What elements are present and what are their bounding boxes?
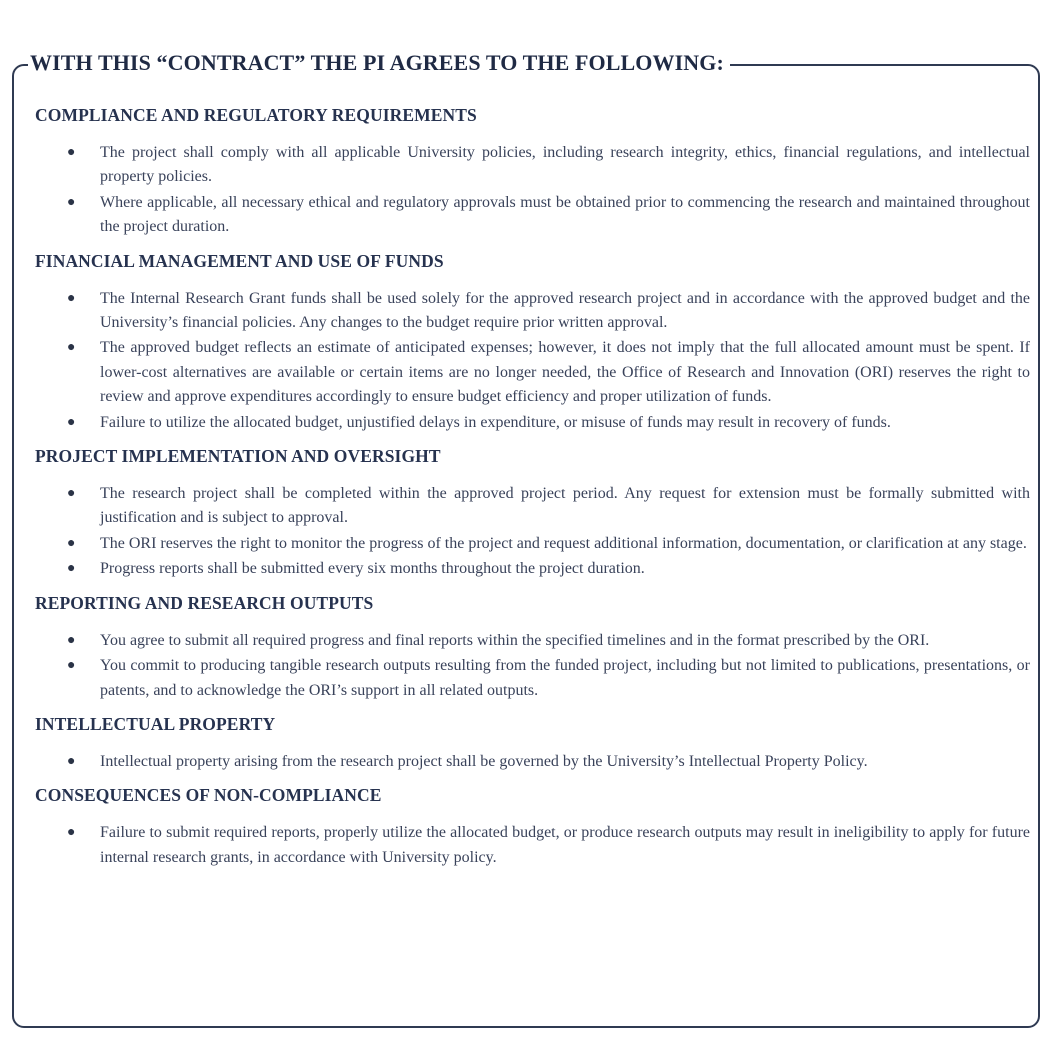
section-reporting — [35, 589, 1030, 703]
bullet-icon: ● — [67, 535, 76, 551]
section-heading: PROJECT IMPLEMENTATION AND OVERSIGHT — [35, 446, 441, 467]
bullet-list — [35, 821, 1030, 870]
section-heading: FINANCIAL MANAGEMENT AND USE OF FUNDS — [35, 250, 444, 271]
list-item: ● The research project shall be completed within the approved project period. Any request for extension must be formally submitted with justification and is subject to approval. — [35, 482, 1030, 531]
bullet-icon: ● — [67, 753, 76, 769]
section-heading: COMPLIANCE AND REGULATORY REQUIREMENTS — [35, 105, 477, 125]
list-item: ● The Internal Research Grant funds shall be used solely for the approved research project and in accordance with the approved budget and the University’s financial policies. Any changes to the budget require prior written approval. — [35, 287, 1030, 336]
list-item: ● You agree to submit all required progress and final reports within the specified timelines and in the format prescribed by the ORI. — [35, 629, 1030, 653]
bullet-list — [35, 482, 1030, 582]
list-item: ● Intellectual property arising from the research project shall be governed by the University’s Intellectual Property Policy. — [35, 750, 1030, 774]
bullet-list — [35, 287, 1030, 435]
list-item: ● You commit to producing tangible research outputs resulting from the funded project, including but not limited to publications, presentations, or patents, and to acknowledge the ORI’s support in all related outputs. — [35, 654, 1030, 703]
bullet-icon: ● — [67, 340, 76, 356]
bullet-list — [35, 629, 1030, 703]
section-consequences — [35, 781, 1030, 870]
bullet-icon: ● — [67, 290, 76, 306]
bullet-icon: ● — [67, 561, 76, 577]
bullet-icon: ● — [67, 658, 76, 674]
bullet-icon: ● — [67, 632, 76, 648]
contract-body — [35, 101, 1030, 877]
list-item: ● The ORI reserves the right to monitor the progress of the project and request additional information, documentation, or clarification at any stage. — [35, 532, 1030, 556]
section-implementation — [35, 442, 1030, 582]
list-item: ● Where applicable, all necessary ethical and regulatory approvals must be obtained prior to commencing the research and maintained throughout the project duration. — [35, 191, 1030, 240]
section-intellectual-property — [35, 710, 1030, 774]
section-heading: REPORTING AND RESEARCH OUTPUTS — [35, 592, 374, 613]
section-compliance — [35, 101, 1030, 240]
contract-title: WITH THIS “CONTRACT” THE PI AGREES TO THE FOLLOWING: — [28, 48, 730, 78]
bullet-icon: ● — [67, 414, 76, 430]
bullet-list — [35, 750, 1030, 774]
list-item: ● The approved budget reflects an estimate of anticipated expenses; however, it does not imply that the full allocated amount must be spent. If lower-cost alternatives are available or certain items are no longer needed, the Office of Research and Innovation (ORI) reserves the right to review and approve expenditures accordingly to ensure budget efficiency and proper utilization of funds. — [35, 336, 1030, 409]
section-heading: CONSEQUENCES OF NON-COMPLIANCE — [35, 785, 382, 806]
bullet-list — [35, 141, 1030, 240]
section-financial — [35, 247, 1030, 435]
list-item: ● Progress reports shall be submitted every six months throughout the project duration. — [35, 557, 1030, 581]
list-item: ● Failure to utilize the allocated budget, unjustified delays in expenditure, or misuse of funds may result in recovery of funds. — [35, 411, 1030, 435]
bullet-icon: ● — [67, 486, 76, 502]
list-item: ● Failure to submit required reports, properly utilize the allocated budget, or produce research outputs may result in ineligibility to apply for future internal research grants, in accordance with University policy. — [35, 821, 1030, 870]
list-item: ● The project shall comply with all applicable University policies, including research integrity, ethics, financial regulations, and intellectual property policies. — [35, 141, 1030, 190]
section-heading: INTELLECTUAL PROPERTY — [35, 713, 276, 734]
bullet-icon: ● — [67, 194, 76, 210]
bullet-icon: ● — [67, 825, 76, 841]
bullet-icon: ● — [67, 145, 76, 160]
